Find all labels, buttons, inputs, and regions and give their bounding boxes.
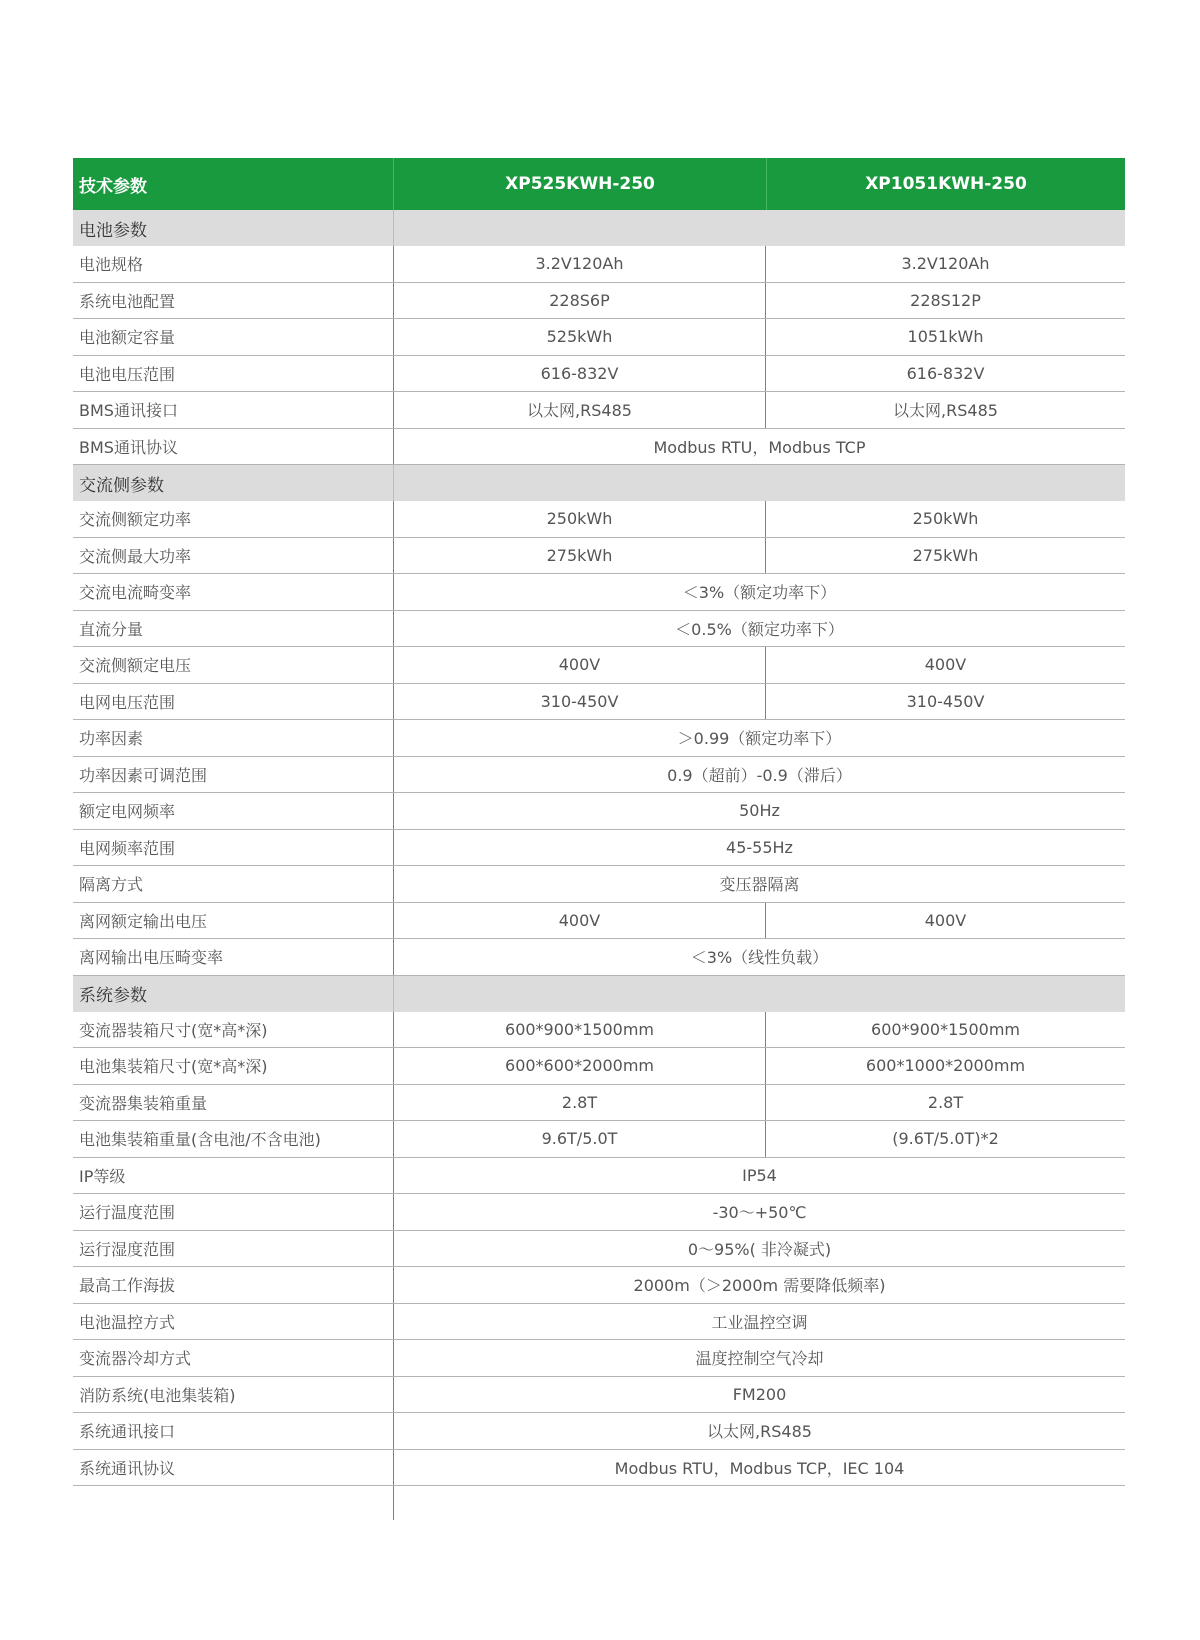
row-label: 变流器集装箱重量 [73, 1085, 394, 1121]
table-row [73, 1085, 1125, 1122]
row-value-shared: IP54 [742, 1165, 777, 1185]
table-row [73, 830, 1125, 867]
row-value-model-1: 400V [394, 903, 766, 939]
row-label: BMS通讯协议 [73, 429, 394, 465]
table-row [73, 1340, 1125, 1377]
table-body [73, 210, 1125, 1486]
table-row [73, 720, 1125, 757]
table-row [73, 574, 1125, 611]
section-title: 系统参数 [73, 976, 394, 1012]
row-label: IP等级 [73, 1158, 394, 1194]
spec-table [73, 158, 1125, 1520]
row-value-model-1: 600*900*1500mm [394, 1012, 766, 1048]
row-value-shared: FM200 [732, 1384, 787, 1404]
row-value-shared: 温度控制空气冷却 [695, 1349, 824, 1369]
row-value-model-1: 400V [394, 647, 766, 683]
table-row [73, 866, 1125, 903]
row-value-shared: 以太网,RS485 [707, 1422, 812, 1442]
row-value-shared: ＞0.99（额定功率下） [677, 729, 842, 749]
row-label: BMS通讯接口 [73, 392, 394, 428]
row-value-shared: 45-55Hz [726, 837, 793, 857]
row-label: 系统通讯协议 [73, 1450, 394, 1486]
row-label: 直流分量 [73, 611, 394, 647]
table-row [73, 611, 1125, 648]
row-value-model-2: 275kWh [912, 545, 979, 565]
table-row [73, 1450, 1125, 1487]
table-row [73, 356, 1125, 393]
section-header [73, 976, 1125, 1012]
row-value-model-1: 275kWh [394, 538, 766, 574]
row-value-model-2: 600*1000*2000mm [865, 1056, 1026, 1076]
row-value-model-1: 525kWh [394, 319, 766, 355]
row-value-shared: 2000m（＞2000m 需要降低频率) [633, 1276, 886, 1296]
row-label: 电网频率范围 [73, 830, 394, 866]
table-row [73, 1194, 1125, 1231]
row-value-model-2: 228S12P [910, 290, 981, 310]
table-row [73, 1158, 1125, 1195]
row-label: 功率因素可调范围 [73, 757, 394, 793]
row-value-model-2: 以太网,RS485 [893, 401, 998, 421]
row-value-shared: 0～95%( 非冷凝式) [687, 1239, 832, 1259]
row-value-model-1: 以太网,RS485 [394, 392, 766, 428]
row-value-model-2: 600*900*1500mm [871, 1019, 1020, 1039]
row-label: 运行温度范围 [73, 1194, 394, 1230]
section-fill [394, 210, 1125, 246]
table-row [73, 392, 1125, 429]
table-row [73, 793, 1125, 830]
table-row [73, 1377, 1125, 1414]
row-value-model-2: 400V [924, 655, 967, 675]
row-value-model-2: 400V [924, 910, 967, 930]
table-row [73, 757, 1125, 794]
row-label: 交流侧最大功率 [73, 538, 394, 574]
row-value-model-1: 250kWh [394, 501, 766, 537]
row-value-shared: Modbus RTU，Modbus TCP [653, 437, 866, 457]
row-value-shared: ＜3%（线性负载） [690, 948, 829, 968]
row-label: 功率因素 [73, 720, 394, 756]
row-label: 电池规格 [73, 246, 394, 282]
row-label: 系统通讯接口 [73, 1413, 394, 1449]
row-label: 离网输出电压畸变率 [73, 939, 394, 975]
row-value-model-2: 2.8T [927, 1092, 964, 1112]
table-row [73, 283, 1125, 320]
table-row [73, 501, 1125, 538]
row-label: 电池集装箱重量(含电池/不含电池) [73, 1121, 394, 1157]
table-row [73, 903, 1125, 940]
row-label: 消防系统(电池集装箱) [73, 1377, 394, 1413]
row-label: 交流侧额定功率 [73, 501, 394, 537]
row-value-shared: 50Hz [739, 801, 780, 821]
row-value-model-1: 228S6P [394, 283, 766, 319]
row-label: 电池额定容量 [73, 319, 394, 355]
table-row [73, 246, 1125, 283]
table-row [73, 1231, 1125, 1268]
row-label: 电池电压范围 [73, 356, 394, 392]
row-value-shared: 变压器隔离 [719, 875, 800, 895]
table-row [73, 1304, 1125, 1341]
row-value-shared: 工业温控空调 [711, 1312, 808, 1332]
row-label: 运行湿度范围 [73, 1231, 394, 1267]
table-row [73, 1267, 1125, 1304]
header-model-1: XP525KWH-250 [394, 158, 767, 210]
row-value-shared: ＜3%（额定功率下） [682, 583, 837, 603]
table-row [73, 429, 1125, 466]
table-row [73, 1121, 1125, 1158]
section-title: 电池参数 [73, 210, 394, 246]
row-label: 最高工作海拔 [73, 1267, 394, 1303]
table-row [73, 319, 1125, 356]
row-value-model-2: (9.6T/5.0T)*2 [892, 1129, 999, 1149]
row-value-model-2: 3.2V120Ah [901, 254, 990, 274]
row-value-shared: ＜0.5%（额定功率下） [675, 619, 844, 639]
table-row [73, 1012, 1125, 1049]
row-value-model-1: 616-832V [394, 356, 766, 392]
row-label: 电网电压范围 [73, 684, 394, 720]
table-row [73, 1048, 1125, 1085]
section-title: 交流侧参数 [73, 465, 394, 501]
header-model-2: XP1051KWH-250 [865, 174, 1027, 194]
section-fill [394, 976, 1125, 1012]
row-value-model-1: 2.8T [394, 1085, 766, 1121]
section-header [73, 210, 1125, 246]
row-label: 交流侧额定电压 [73, 647, 394, 683]
header-param-label: 技术参数 [73, 158, 394, 210]
row-label: 额定电网频率 [73, 793, 394, 829]
row-value-model-2: 250kWh [912, 509, 979, 529]
row-value-model-1: 310-450V [394, 684, 766, 720]
table-row [73, 684, 1125, 721]
row-value-model-1: 600*600*2000mm [394, 1048, 766, 1084]
row-value-model-1: 3.2V120Ah [394, 246, 766, 282]
row-value-shared: 0.9（超前）-0.9（滞后） [667, 765, 852, 785]
row-label: 系统电池配置 [73, 283, 394, 319]
row-label: 隔离方式 [73, 866, 394, 902]
row-label: 变流器装箱尺寸(宽*高*深) [73, 1012, 394, 1048]
row-label: 交流电流畸变率 [73, 574, 394, 610]
section-header [73, 465, 1125, 501]
row-label: 变流器冷却方式 [73, 1340, 394, 1376]
row-value-shared: -30～+50℃ [712, 1203, 807, 1223]
row-label: 电池温控方式 [73, 1304, 394, 1340]
row-value-shared: Modbus RTU，Modbus TCP，IEC 104 [614, 1458, 905, 1478]
row-label: 电池集装箱尺寸(宽*高*深) [73, 1048, 394, 1084]
section-fill [394, 465, 1125, 501]
table-row [73, 1413, 1125, 1450]
row-value-model-1: 9.6T/5.0T [394, 1121, 766, 1157]
row-label: 离网额定输出电压 [73, 903, 394, 939]
table-row [73, 939, 1125, 976]
table-row [73, 538, 1125, 575]
table-row [73, 647, 1125, 684]
row-value-model-2: 310-450V [906, 691, 985, 711]
row-value-model-2: 1051kWh [907, 327, 984, 347]
table-tail [73, 1486, 394, 1520]
row-value-model-2: 616-832V [906, 363, 985, 383]
table-header [73, 158, 1125, 210]
